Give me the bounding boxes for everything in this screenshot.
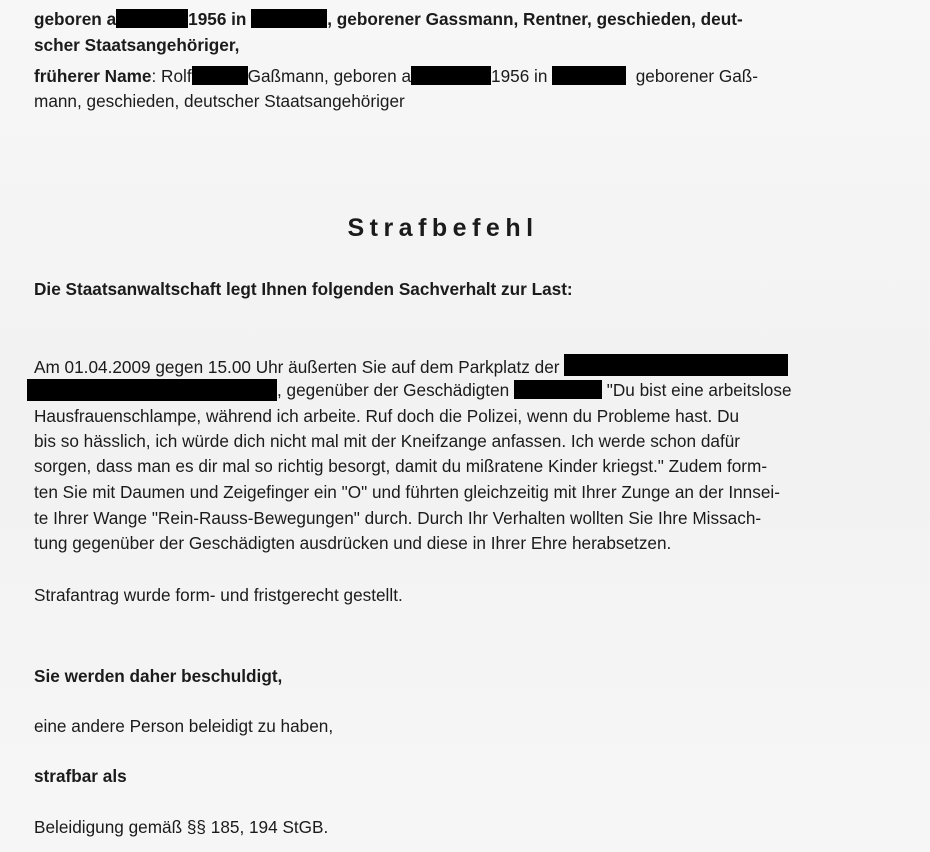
- former-name-text-d: geborener Gaß-: [635, 66, 759, 86]
- birth-text-b: 1956 in: [188, 9, 247, 29]
- facts-line-8: tung gegenüber der Geschädigten ausdrücken und diese in Ihrer Ehre herabsetzen.: [34, 533, 672, 553]
- facts-text-2a: , gegenüber der Geschädigten: [277, 380, 510, 400]
- former-name-text-b: Gaßmann, geboren a: [247, 66, 412, 86]
- facts-text-1: Am 01.04.2009 gegen 15.00 Uhr äußerten Sie auf dem Parkplatz der: [34, 357, 560, 377]
- former-name-text-c: 1956 in: [491, 66, 548, 86]
- facts-line-5: sorgen, dass man es dir mal so richtig besorgt, damit du mißratene Kinder kriegst." Zudem form-: [34, 456, 768, 476]
- charge-intro: Die Staatsanwaltschaft legt Ihnen folgenden Sachverhalt zur Last:: [34, 279, 573, 299]
- document-title: Strafbefehl: [347, 214, 539, 242]
- former-name-line: [34, 66, 758, 87]
- facts-line-3: Hausfrauenschlampe, während ich arbeite. Ruf doch die Polizei, wenn du Probleme hast. Du: [34, 406, 740, 426]
- redaction: [251, 9, 327, 28]
- redaction: [27, 379, 277, 401]
- birth-line: [34, 9, 743, 30]
- facts-line-6: ten Sie mit Daumen und Zeigefinger ein "O" und führten gleichzeitig mit Ihrer Zunge an der Innsei-: [34, 482, 780, 502]
- former-name-text-a: : Rolf: [151, 66, 192, 86]
- facts-line-1: [34, 354, 788, 378]
- redaction: [514, 380, 602, 399]
- facts-line-4: bis so hässlich, ich würde dich nicht mal mit der Kneifzange anfassen. Ich werde schon dafür: [34, 431, 741, 451]
- facts-text-2b: "Du bist eine arbeitslose: [606, 380, 792, 400]
- former-name-text-e: mann, geschieden, deutscher Staatsangehöriger: [34, 91, 405, 111]
- punishable-heading: strafbar als: [34, 766, 127, 786]
- former-name-line-2: [34, 91, 405, 112]
- accused-text: eine andere Person beleidigt zu haben,: [34, 716, 334, 736]
- facts-line-2: [27, 379, 792, 401]
- redaction: [552, 66, 626, 85]
- redaction: [564, 354, 788, 376]
- strafantrag-text: Strafantrag wurde form- und fristgerecht gestellt.: [34, 585, 403, 605]
- birth-text-c: , geborener Gassmann, Rentner, geschieden, deut-: [327, 9, 743, 29]
- accused-heading: Sie werden daher beschuldigt,: [34, 666, 283, 686]
- redaction: [192, 66, 248, 85]
- facts-line-7: te Ihrer Wange "Rein-Rauss-Bewegungen" durch. Durch Ihr Verhalten wollten Sie Ihre Missach-: [34, 508, 762, 528]
- nationality-text: scher Staatsangehöriger,: [34, 35, 240, 55]
- redaction: [116, 9, 188, 28]
- former-name-label: früherer Name: [34, 66, 152, 86]
- nationality-line: [34, 35, 239, 56]
- redaction: [411, 66, 491, 85]
- birth-text-a: geboren a: [34, 9, 117, 29]
- punishable-text: Beleidigung gemäß §§ 185, 194 StGB.: [34, 817, 329, 837]
